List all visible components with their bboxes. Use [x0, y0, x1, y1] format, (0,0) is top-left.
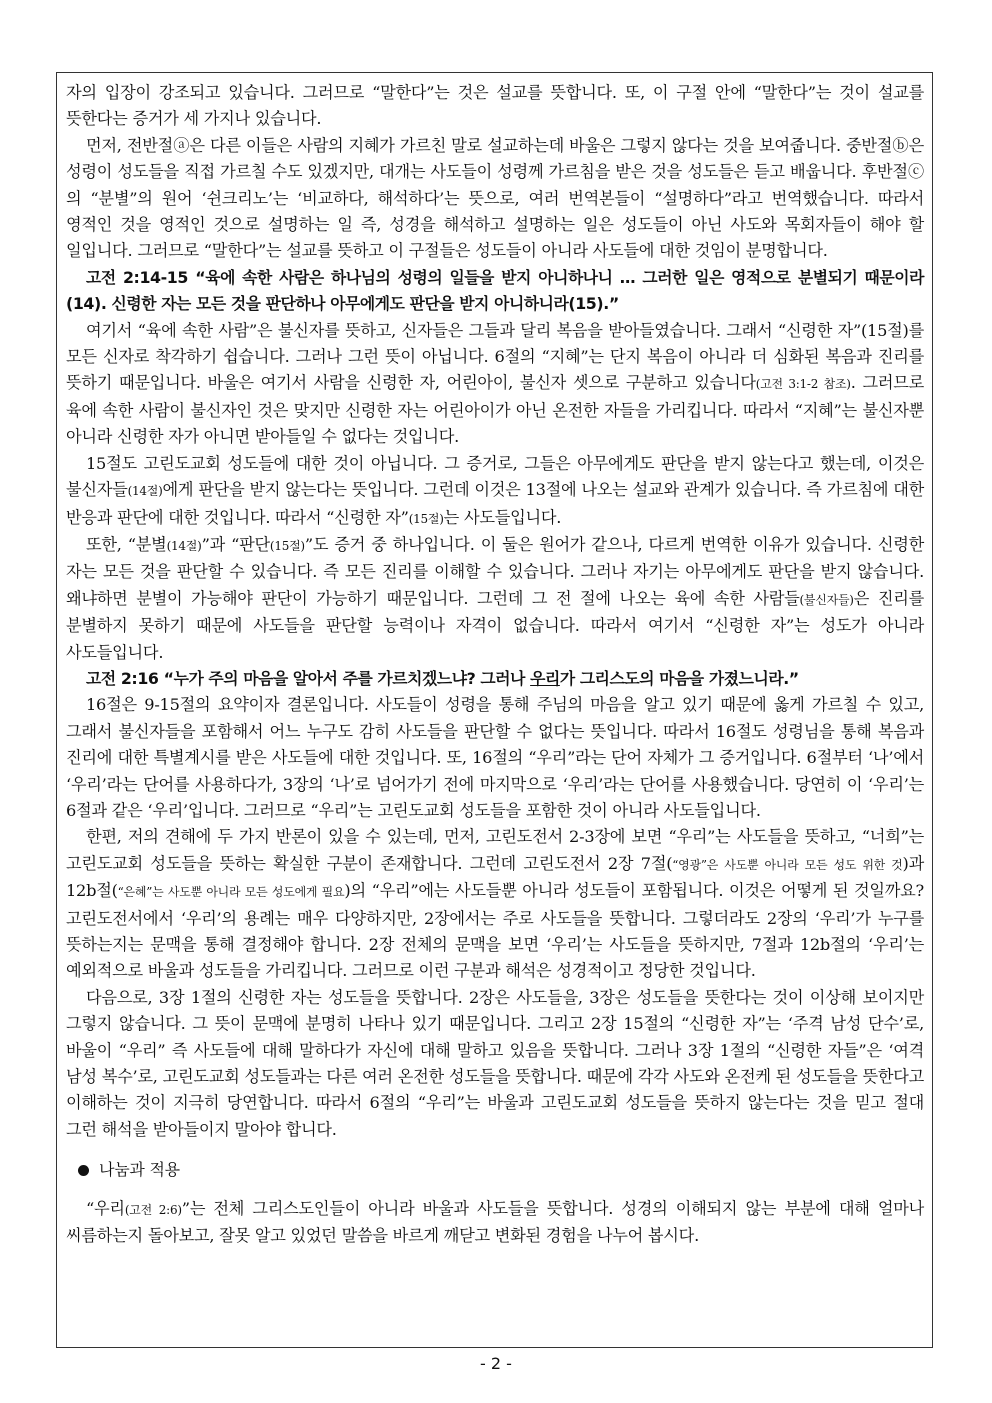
- paragraph: 또한, “분별(14절)”과 “판단(15절)”도 증거 중 하나입니다. 이 둘은 원어가 같으나, 다르게 번역한 이유가 있습니다. 신령한 자는 모든 것을 판단할 수 있습니다. 즉 모든 진리를 이해할 수 있습니다. 그러나 자기는 아무에게도 판단을 받지 않습니다. 왜냐하면 분별이 가능해야 판단이 가능하기 때문입니다. 그런데 그 전 절에 나오는 육에 속한 사람들(불신자들)은 진리를 분별하지 못하기 때문에 사도들을 판단할 능력이나 자격이 없습니다. 따라서 여기서 “신령한 자”는 성도가 아니라 사도들입니다.: [66, 534, 924, 662]
- bullet-icon: [78, 1165, 89, 1176]
- section-title: 나눔과 적용: [99, 1160, 180, 1180]
- page-number: - 2 -: [480, 1354, 512, 1373]
- paragraph: 15절도 고린도교회 성도들에 대한 것이 아닙니다. 그 증거로, 그들은 아무에게도 판단을 받지 않는다고 했는데, 이것은 불신자들(14절)에게 판단을 받지 않는다는 뜻입니다. 그런데 이것은 13절에 나오는 설교와 관계가 있습니다. 즉 가르침에 대한 반응과 판단에 대한 것입니다. 따라서 “신령한 자”(15절)는 사도들입니다.: [66, 453, 924, 527]
- paragraph: 자의 입장이 강조되고 있습니다. 그러므로 “말한다”는 것은 설교를 뜻합니다. 또, 이 구절 안에 “말한다”는 것이 설교를 뜻한다는 증거가 세 가지나 있습니다.: [66, 83, 924, 129]
- underlined-word: 우리: [530, 668, 560, 688]
- paragraph: 한편, 저의 견해에 두 가지 반론이 있을 수 있는데, 먼저, 고린도전서 2-3장에 보면 “우리”는 사도들을 뜻하고, “너희”는 고린도교회 성도들을 뜻하는 확실한 구분이 존재합니다. 그런데 고린도전서 2장 7절(“영광”은 사도뿐 아니라 모든 성도 위한 것)과 12b절(“은혜”는 사도뿐 아니라 모든 성도에게 필요)의 “우리”에는 사도들뿐 아니라 성도들이 포함됩니다. 이것은 어떻게 된 것일까요? 고린도전서에서 ‘우리’의 용례는 매우 다양하지만, 2장에서는 주로 사도들을 뜻합니다. 그렇더라도 2장의 ‘우리’가 누구를 뜻하는지는 문맥을 통해 결정해야 합니다. 2장 전체의 문맥을 보면 ‘우리’는 사도들을 뜻하지만, 7절과 12b절의 ‘우리’는 예외적으로 바울과 성도들을 가리킵니다. 그러므로 이런 구분과 해석은 성경적이고 정당한 것입니다.: [66, 827, 924, 981]
- paragraph: 다음으로, 3장 1절의 신령한 자는 성도들을 뜻합니다. 2장은 사도들을, 3장은 성도들을 뜻한다는 것이 이상해 보이지만 그렇지 않습니다. 그 뜻이 문맥에 분명히 나타나 있기 때문입니다. 그리고 2장 15절의 “신령한 자”는 ‘주격 남성 단수’로, 바울이 “우리” 즉 사도들에 대해 말하다가 자신에 대해 말하고 있음을 뜻합니다. 그러나 3장 1절의 “신령한 자들”은 ‘여격 남성 복수’로, 고린도교회 성도들과는 다른 여러 온전한 성도들을 뜻합니다. 때문에 각각 사도와 온전케 된 성도들을 뜻한다고 이해하는 것이 지극히 당연합니다. 따라서 6절의 “우리”는 바울과 고린도교회 성도들을 뜻하지 않는다는 것을 믿고 절대 그런 해석을 받아들이지 말아야 합니다.: [66, 987, 924, 1139]
- paragraph: 먼저, 전반절ⓐ은 다른 이들은 사람의 지혜가 가르친 말로 설교하는데 바울은 그렇지 않다는 것을 보여줍니다. 중반절ⓑ은 성령이 성도들을 직접 가르칠 수도 있겠지만, 대개는 사도들이 성령께 가르침을 받은 것을 성도들은 듣고 배웁니다. 후반절ⓒ의 “분별”의 원어 ‘쉰크리노’는 ‘비교하다, 해석하다’는 뜻으로, 여러 번역본들이 “설명하다”라고 번역했습니다. 따라서 영적인 것을 영적인 것으로 설명하는 일 즉, 성경을 해석하고 설명하는 일은 성도들이 아닌 사도와 목회자들이 해야 할 일입니다. 그러므로 “말한다”는 설교를 뜻하고 이 구절들은 성도들이 아니라 사도들에 대한 것임이 분명합니다.: [66, 135, 924, 261]
- paragraph: 여기서 “육에 속한 사람”은 불신자를 뜻하고, 신자들은 그들과 달리 복음을 받아들였습니다. 그래서 “신령한 자”(15절)를 모든 신자로 착각하기 쉽습니다. 그러나 그런 뜻이 아닙니다. 6절의 “지혜”는 단지 복음이 아니라 더 심화된 복음과 진리를 뜻하기 때문입니다. 바울은 여기서 사람을 신령한 자, 어린아이, 불신자 셋으로 구분하고 있습니다(고전 3:1-2 참조). 그러므로 육에 속한 사람이 불신자인 것은 맞지만 신령한 자는 어린아이가 아닌 온전한 자들을 가리킵니다. 따라서 “지혜”는 불신자뿐 아니라 신령한 자가 아니면 받아들일 수 없다는 것입니다.: [66, 320, 924, 447]
- document-body: [66, 80, 924, 1249]
- verse-heading: 고전 2:16 “누가 주의 마음을 알아서 주를 가르치겠느냐? 그러나 우리가 그리스도의 마음을 가졌느니라.”: [86, 668, 799, 688]
- section-heading: [66, 1157, 924, 1183]
- verse-heading: 고전 2:14-15 “육에 속한 사람은 하나님의 성령의 일들을 받지 아니하나니 … 그러한 일은 영적으로 분별되기 때문이라(14). 신령한 자는 모든 것을 판단하나 아무에게도 판단을 받지 아니하니라(15).”: [66, 267, 924, 314]
- paragraph: 16절은 9-15절의 요약이자 결론입니다. 사도들이 성령을 통해 주님의 마음을 알고 있기 때문에 옳게 가르칠 수 있고, 그래서 불신자들을 포함해서 어느 누구도 감히 사도들을 판단할 수 없다는 뜻입니다. 따라서 16절도 성령님을 통해 복음과 진리에 대한 특별계시를 받은 사도들에 대한 것입니다. 또, 16절의 “우리”라는 단어 자체가 그 증거입니다. 6절부터 ‘나’에서 ‘우리’라는 단어를 사용하다가, 3장의 ‘나’로 넘어가기 전에 마지막으로 ‘우리’라는 단어를 사용했습니다. 당연히 이 ‘우리’는 6절과 같은 ‘우리’입니다. 그러므로 “우리”는 고린도교회 성도들을 포함한 것이 아니라 사도들입니다.: [66, 695, 924, 820]
- application-paragraph: “우리(고전 2:6)”는 전체 그리스도인들이 아니라 바울과 사도들을 뜻합니다. 성경의 이해되지 않는 부분에 대해 얼마나 씨름하는지 돌아보고, 잘못 알고 있었던 말씀을 바르게 깨닫고 변화된 경험을 나누어 봅시다.: [66, 1198, 924, 1246]
